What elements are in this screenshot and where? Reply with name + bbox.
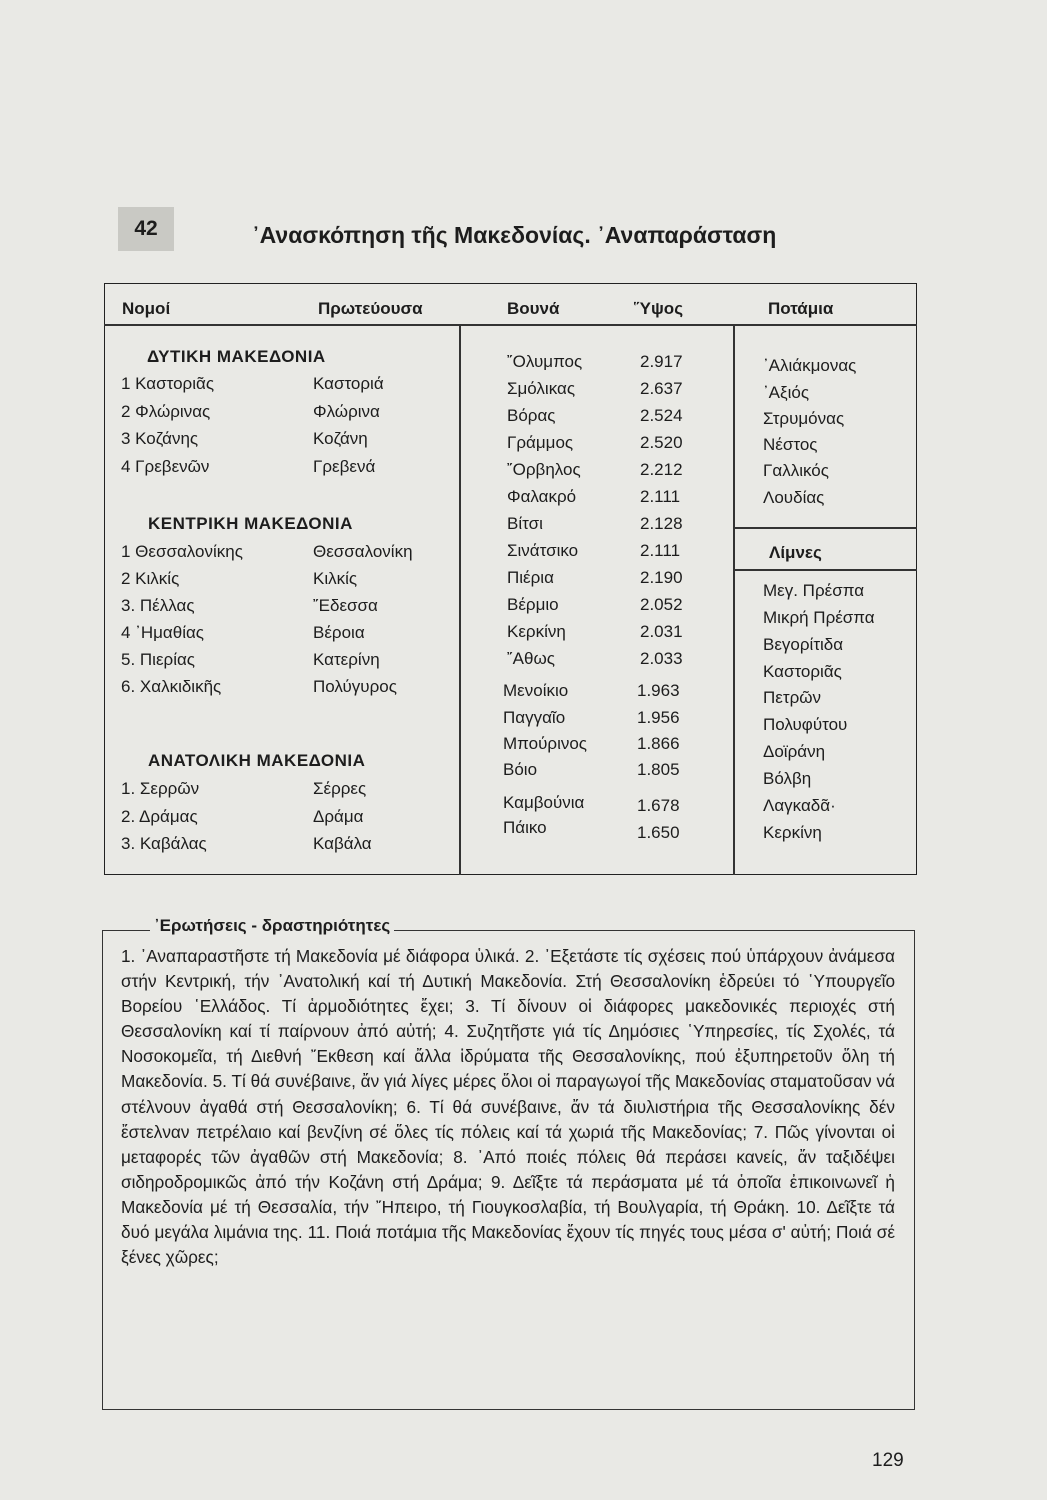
mountain-17: Καμβούνια (503, 793, 585, 812)
chapter-number: 42 (118, 207, 174, 251)
questions-title: ᾿Ερωτήσεις - δραστηριότητες (150, 916, 394, 936)
capital-central-2: Κιλκίς (313, 569, 358, 588)
mountain-height-13: 1.963 (637, 681, 680, 700)
mountain-12: ῎Αθως (507, 649, 555, 668)
mountain-5: ῎Ορβηλος (507, 460, 581, 479)
table-divider-left (459, 325, 461, 875)
questions-text: 1. ᾿Αναπαραστῆστε τή Μακεδονία μέ διάφορα ὑλικά. 2. ᾿Εξετάστε τίς σχέσεις πού ὑπάρχουν ἀνάμεσα στήν Κεντρική, τήν ᾿Ανατολική καί τή Δυτική Μακεδονία. Στή Θεσσαλονίκη ἑδρεύει τό ῾Υπουργεῖο Βορείου ῾Ελλάδος. Τί ἁρμοδιότητες ἔχει; 3. Τί δίνουν οἱ διάφορες μακεδονικές περιοχές στή Θεσσαλονίκη καί τί παίρνουν ἀπό αὐτή; 4. Συζητῆστε γιά τίς Δημόσιες ῾Υπηρεσίες, τίς Σχολές, τά Νοσοκομεῖα, τή Διεθνή ῎Εκθεση καί ἄλλα ἱδρύματα τῆς Θεσσαλονίκης, πού ἐξυπηρετοῦν ὅλη τή Μακεδονία. 5. Τί θά συνέβαινε, ἄν γιά λίγες μέρες ὅλοι οἱ παραγωγοί τῆς Μακεδονίας σταματοῦσαν νά στέλνουν ἀγαθά στή Θεσσαλονίκη; 6. Τί θά συνέβαινε, ἄν τά διυλιστήρια τῆς Θεσσαλονίκης δέν ἔστελναν πετρέλαιο καί βενζίνη σέ ὅλες τίς πόλεις καί τά χωριά τῆς Μακεδονίας; 7. Πῶς γίνονται οἱ μεταφορές τῶν ἀγαθῶν στή Μακεδονία; 8. ᾿Από ποιές πόλεις θά περάσει κανείς, ἄν ταξιδέψει σιδηροδρομικῶς ἀπό τήν Κοζάνη στή Δράμα; 9. Δεῖξτε τά περάσματα μέ τά ὁποῖα ἐπικοινωνεῖ ἡ Μακεδονία μέ τή Θεσσαλία, τήν ῎Ηπειρο, τή Γιουγκοσλαβία, τή Βουλγαρία, τή Θράκη. 10. Δεῖξτε τά δυό μεγάλα λιμάνια της. 11. Ποιά ποτάμια τῆς Μακεδονίας ἔχουν τίς πηγές τους μέσα σ' αὐτή; Ποιά σέ ξένες χῶρες; (121, 946, 895, 1268)
mountain-height-14: 1.956 (637, 708, 680, 727)
mountain-18: Πάικο (503, 818, 547, 837)
region-west-title: ΔΥΤΙΚΗ ΜΑΚΕΔΟΝΙΑ (147, 347, 326, 366)
mountain-9: Πιέρια (507, 568, 554, 587)
mountain-2: Σμόλικας (507, 379, 576, 398)
mountain-15: Μπούρινος (503, 734, 587, 753)
capital-west-3: Κοζάνη (313, 429, 368, 448)
nomos-central-6: 6. Χαλκιδικῆς (121, 677, 222, 696)
capital-west-4: Γρεβενά (313, 457, 376, 476)
nomos-west-1: 1 Καστοριᾶς (121, 374, 215, 393)
mountain-height-2: 2.637 (640, 379, 683, 398)
mountain-height-6: 2.111 (640, 487, 681, 506)
capital-west-2: Φλώρινα (313, 402, 380, 421)
mountain-height-3: 2.524 (640, 406, 683, 425)
lake-6: Πολυφύτου (763, 715, 848, 734)
nomos-central-3: 3. Πέλλας (121, 596, 195, 615)
mountain-height-5: 2.212 (640, 460, 683, 479)
lake-1: Μεγ. Πρέσπα (763, 581, 865, 600)
river-4: Νέστος (763, 435, 818, 454)
mountain-13: Μενοίκιο (503, 681, 569, 700)
header-rule (104, 324, 917, 326)
mountain-height-4: 2.520 (640, 433, 683, 452)
lake-5: Πετρῶν (763, 688, 822, 707)
header-height: ῞Υψος (634, 299, 684, 318)
capital-central-6: Πολύγυρος (313, 677, 397, 696)
mountain-height-9: 2.190 (640, 568, 683, 587)
nomos-west-2: 2 Φλώρινας (121, 402, 211, 421)
mountain-16: Βόιο (503, 760, 538, 779)
mountain-height-10: 2.052 (640, 595, 683, 614)
capital-central-5: Κατερίνη (313, 650, 380, 669)
nomos-west-3: 3 Κοζάνης (121, 429, 199, 448)
capital-central-4: Βέροια (313, 623, 365, 642)
lakes-header: Λίμνες (769, 543, 822, 562)
mountain-10: Βέρμιο (507, 595, 559, 614)
header-nomoi: Νομοί (122, 299, 171, 318)
river-2: ᾿Αξιός (763, 383, 810, 402)
lakes-bottom-rule (733, 569, 917, 571)
nomos-central-4: 4 ᾿Ημαθίας (121, 623, 204, 642)
region-central-title: ΚΕΝΤΡΙΚΗ ΜΑΚΕΔΟΝΙΑ (148, 514, 353, 533)
river-1: ᾿Αλιάκμονας (763, 356, 857, 375)
mountain-1: ῎Ολυμπος (507, 352, 583, 371)
mountain-8: Σινάτσικο (507, 541, 579, 560)
river-6: Λουδίας (763, 488, 825, 507)
mountain-height-11: 2.031 (640, 622, 683, 641)
table-divider-right (733, 325, 735, 875)
nomos-central-5: 5. Πιερίας (121, 650, 196, 669)
capital-east-1: Σέρρες (313, 779, 367, 798)
lake-9: Λαγκαδᾶ· (763, 796, 836, 815)
header-capitals: Πρωτεύουσα (318, 299, 423, 318)
capital-east-3: Καβάλα (313, 834, 372, 853)
mountain-3: Βόρας (507, 406, 556, 425)
capital-central-1: Θεσσαλονίκη (313, 542, 413, 561)
mountain-height-12: 2.033 (640, 649, 683, 668)
capital-east-2: Δράμα (313, 807, 364, 826)
lake-4: Καστοριᾶς (763, 662, 842, 681)
mountain-4: Γράμμος (507, 433, 574, 452)
mountain-height-18: 1.650 (637, 823, 680, 842)
nomos-west-4: 4 Γρεβενῶν (121, 457, 210, 476)
nomos-east-2: 2. Δράμας (121, 807, 198, 826)
nomos-central-2: 2 Κιλκίς (121, 569, 180, 588)
capital-west-1: Καστοριά (313, 374, 384, 393)
nomos-east-3: 3. Καβάλας (121, 834, 207, 853)
page-number: 129 (872, 1450, 904, 1471)
lake-8: Βόλβη (763, 769, 812, 788)
header-rivers: Ποτάμια (768, 299, 834, 318)
capital-central-3: ῎Εδεσσα (313, 596, 378, 615)
chapter-title: ᾿Ανασκόπηση τῆς Μακεδονίας. ᾿Αναπαράσταση (252, 222, 777, 248)
river-5: Γαλλικός (763, 461, 829, 480)
mountain-height-7: 2.128 (640, 514, 683, 533)
mountain-height-1: 2.917 (640, 352, 683, 371)
mountain-height-8: 2.111 (640, 541, 681, 560)
mountain-7: Βίτσι (507, 514, 543, 533)
lakes-top-rule (733, 527, 917, 529)
lake-2: Μικρή Πρέσπα (763, 608, 875, 627)
nomos-east-1: 1. Σερρῶν (121, 779, 200, 798)
nomos-central-1: 1 Θεσσαλονίκης (121, 542, 243, 561)
mountain-height-17: 1.678 (637, 796, 680, 815)
lake-3: Βεγορίτιδα (763, 635, 844, 654)
river-3: Στρυμόνας (763, 409, 845, 428)
lake-10: Κερκίνη (763, 823, 822, 842)
mountain-14: Παγγαῖο (503, 708, 566, 727)
lake-7: Δοϊράνη (763, 742, 826, 761)
mountain-6: Φαλακρό (507, 487, 577, 506)
mountain-height-16: 1.805 (637, 760, 680, 779)
region-east-title: ΑΝΑΤΟΛΙΚΗ ΜΑΚΕΔΟΝΙΑ (148, 751, 366, 770)
mountain-height-15: 1.866 (637, 734, 680, 753)
mountain-11: Κερκίνη (507, 622, 566, 641)
header-mountains: Βουνά (507, 299, 560, 318)
